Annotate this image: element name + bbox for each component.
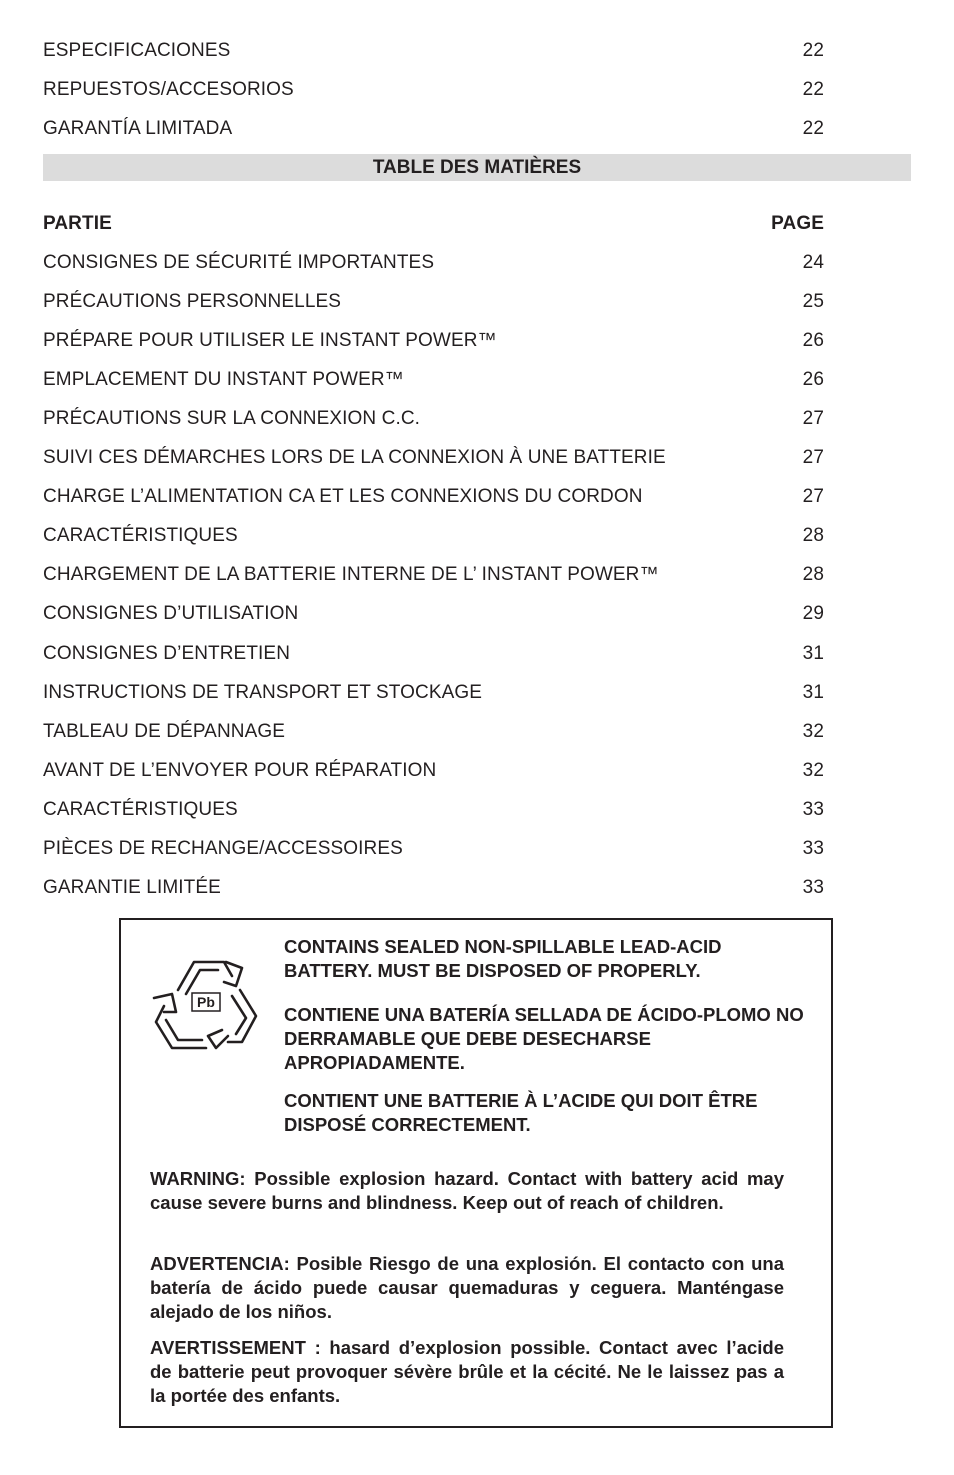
toc-entry — [43, 368, 824, 392]
toc-entry — [43, 563, 824, 587]
toc-entry — [43, 329, 824, 353]
toc-entry — [43, 642, 824, 666]
toc-entry-label: PRÉCAUTIONS SUR LA CONNEXION C.C. — [43, 408, 421, 429]
toc-entry-page: 27 — [802, 486, 824, 507]
recycle-label: Pb — [197, 994, 215, 1010]
toc-entry-page: 29 — [802, 603, 824, 624]
toc-entry — [43, 798, 824, 822]
toc-entry — [43, 117, 824, 141]
toc-entry — [43, 446, 824, 470]
toc-entry-page: 26 — [802, 369, 824, 390]
toc-entry-page: 31 — [802, 682, 824, 703]
toc-entry-page: 31 — [802, 643, 824, 664]
toc-entry-page: 33 — [802, 877, 824, 898]
toc-entry-label: PIÈCES DE RECHANGE/ACCESSOIRES — [43, 838, 403, 859]
toc-entry-page: 22 — [802, 118, 824, 139]
toc-entry-page: 28 — [802, 525, 824, 546]
toc-entry-page: 27 — [802, 447, 824, 468]
toc-entry — [43, 290, 824, 314]
toc-entry-page: 26 — [802, 330, 824, 351]
toc-entry-label: REPUESTOS/ACCESORIOS — [43, 79, 294, 100]
toc-entry-label: INSTRUCTIONS DE TRANSPORT ET STOCKAGE — [43, 682, 483, 703]
toc-entry-label: CONSIGNES D’UTILISATION — [43, 603, 299, 624]
toc-entry-page: 32 — [802, 721, 824, 742]
toc-entry-page: 22 — [802, 40, 824, 61]
toc-entry-page: 28 — [802, 564, 824, 585]
battery-notice-en: CONTAINS SEALED NON-SPILLABLE LEAD-ACID BATTERY. MUST BE DISPOSED OF PROPERLY. — [284, 936, 722, 981]
toc-entry — [43, 602, 824, 626]
toc-entry-label: AVANT DE L’ENVOYER POUR RÉPARATION — [43, 760, 437, 781]
toc-entry-label: EMPLACEMENT DU INSTANT POWER™ — [43, 369, 404, 390]
toc-entry — [43, 681, 824, 705]
toc-entry-page: 22 — [802, 79, 824, 100]
recycle-pb-icon — [150, 952, 260, 1056]
toc-entry-label: ESPECIFICACIONES — [43, 40, 231, 61]
toc-entry-label: CONSIGNES DE SÉCURITÉ IMPORTANTES — [43, 252, 435, 273]
toc-entry — [43, 720, 824, 744]
battery-notice-fr: CONTIENT UNE BATTERIE À L’ACIDE QUI DOIT ÊTRE DISPOSÉ CORRECTEMENT. — [284, 1090, 758, 1135]
battery-notice-es: CONTIENE UNA BATERÍA SELLADA DE ÁCIDO-PLOMO NO DERRAMABLE QUE DEBE DESECHARSE APROPIADAMENTE. — [284, 1004, 804, 1073]
section-title: TABLE DES MATIÈRES — [43, 154, 911, 181]
toc-header-section: PARTIE — [43, 213, 112, 234]
toc-entry — [43, 39, 824, 63]
toc-entry-page: 27 — [802, 408, 824, 429]
toc-entry-page: 33 — [802, 838, 824, 859]
toc-entry-label: CHARGEMENT DE LA BATTERIE INTERNE DE L’ INSTANT POWER™ — [43, 564, 659, 585]
toc-entry — [43, 251, 824, 275]
toc-entry-label: TABLEAU DE DÉPANNAGE — [43, 721, 286, 742]
warning-es: ADVERTENCIA: Posible Riesgo de una explosión. El contacto con una batería de ácido puede causar quemaduras y ceguera. Manténgase alejado de los niños. — [150, 1253, 784, 1322]
toc-entry-label: PRÉCAUTIONS PERSONNELLES — [43, 291, 342, 312]
toc-entry — [43, 407, 824, 431]
toc-entry-label: CHARGE L’ALIMENTATION CA ET LES CONNEXIONS DU CORDON — [43, 486, 643, 507]
toc-entry — [43, 485, 824, 509]
toc-header-page: PAGE — [771, 213, 824, 234]
toc-entry-label: CARACTÉRISTIQUES — [43, 525, 238, 546]
toc-entry-page: 33 — [802, 799, 824, 820]
toc-entry-label: CARACTÉRISTIQUES — [43, 799, 238, 820]
toc-header — [43, 212, 824, 236]
toc-entry-label: SUIVI CES DÉMARCHES LORS DE LA CONNEXION À UNE BATTERIE — [43, 447, 666, 468]
toc-entry-label: GARANTÍA LIMITADA — [43, 118, 233, 139]
toc-entry-label: CONSIGNES D’ENTRETIEN — [43, 643, 291, 664]
toc-entry-page: 25 — [802, 291, 824, 312]
toc-entry-page: 32 — [802, 760, 824, 781]
toc-entry — [43, 837, 824, 861]
toc-entry-label: PRÉPARE POUR UTILISER LE INSTANT POWER™ — [43, 330, 497, 351]
toc-entry-page: 24 — [802, 252, 824, 273]
toc-entry — [43, 876, 824, 900]
warning-fr: AVERTISSEMENT : hasard d’explosion possible. Contact avec l’acide de batterie peut provoquer sévère brûle et la cécité. Ne le laissez pas a la portée des enfants. — [150, 1337, 784, 1406]
toc-entry — [43, 759, 824, 783]
toc-entry — [43, 78, 824, 102]
warning-en: WARNING: Possible explosion hazard. Contact with battery acid may cause severe burns and blindness. Keep out of reach of children. — [150, 1168, 784, 1213]
toc-entry-label: GARANTIE LIMITÉE — [43, 877, 221, 898]
toc-entry — [43, 524, 824, 548]
